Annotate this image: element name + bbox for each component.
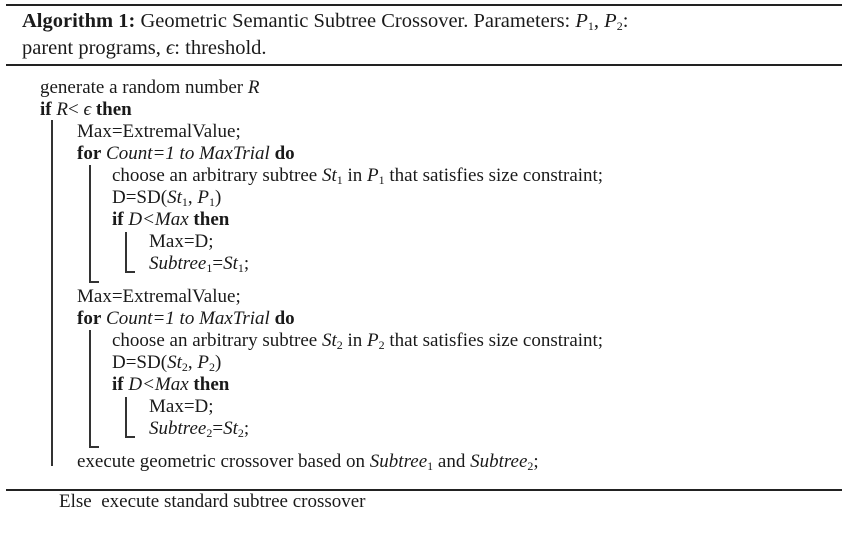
sub: 1 — [378, 173, 385, 187]
text: Max=ExtremalValue; — [77, 121, 241, 142]
if1-block-bar — [125, 232, 127, 272]
text: generate a random number — [40, 77, 248, 98]
colon: : — [622, 10, 629, 32]
param-p2-sub: 2 — [616, 19, 623, 33]
algo-line-1 — [40, 77, 259, 99]
sub: 1 — [237, 261, 244, 275]
sub: 1 — [208, 195, 215, 209]
text: ) — [214, 352, 222, 373]
algorithm-label: Algorithm 1: — [22, 10, 136, 32]
algo-line-14 — [112, 374, 229, 396]
sub: 2 — [181, 360, 188, 374]
kw-then: then — [193, 374, 230, 395]
kw-do: do — [274, 143, 295, 164]
algo-line-13 — [112, 352, 221, 374]
algo-line-10 — [77, 286, 241, 308]
algo-line-2 — [40, 99, 132, 121]
var-st: St — [223, 253, 238, 274]
text: in — [342, 165, 368, 186]
eq: = — [212, 418, 224, 439]
kw-do: do — [274, 308, 295, 329]
text: , — [187, 187, 198, 208]
if1-block-foot — [125, 271, 135, 273]
algorithm-title: Geometric Semantic Subtree Crossover. Parameters: — [140, 10, 571, 32]
text: ) — [214, 187, 222, 208]
semicolon: ; — [243, 253, 250, 274]
sub: 2 — [527, 459, 534, 473]
epsilon: ϵ — [83, 99, 92, 120]
caption-line2-a: parent programs, — [22, 37, 167, 59]
text: choose an arbitrary subtree — [112, 165, 322, 186]
kw-for: for — [77, 308, 102, 329]
if-block-bar — [51, 120, 53, 466]
mid-rule — [6, 64, 842, 66]
var-st: St — [167, 352, 182, 373]
algo-line-4 — [77, 143, 295, 165]
algo-line-7 — [112, 209, 229, 231]
text: Max=D; — [149, 396, 214, 417]
param-p2: P — [604, 10, 617, 32]
param-p1-sub: 1 — [587, 19, 594, 33]
semicolon: ; — [533, 451, 539, 472]
algo-line-8 — [149, 231, 214, 253]
var-st: St — [167, 187, 182, 208]
text: , — [187, 352, 198, 373]
for1-block-foot — [89, 281, 99, 283]
var-st: St — [223, 418, 238, 439]
var-subtree: Subtree — [149, 418, 207, 439]
text: that satisfies size constraint; — [384, 330, 604, 351]
for2-block-foot — [89, 446, 99, 448]
sub: 1 — [427, 459, 434, 473]
var-p: P — [197, 187, 209, 208]
algo-line-18 — [40, 469, 366, 535]
kw-if: if — [112, 209, 124, 230]
text: execute geometric crossover based on — [77, 451, 370, 472]
caption-line2-b: : threshold. — [174, 37, 267, 59]
var-subtree: Subtree — [149, 253, 207, 274]
var-p: P — [367, 165, 379, 186]
text: in — [342, 330, 368, 351]
text: Max=ExtremalValue; — [77, 286, 241, 307]
sub: 2 — [206, 426, 213, 440]
kw-then: then — [193, 209, 230, 230]
algo-line-15 — [149, 396, 214, 418]
var-p: P — [197, 352, 209, 373]
algo-line-3 — [77, 121, 241, 143]
loop-cond: Count=1 to MaxTrial — [106, 308, 270, 329]
if2-block-foot — [125, 436, 135, 438]
text: D=SD( — [112, 187, 168, 208]
algo-line-11 — [77, 308, 295, 330]
text: Max=D; — [149, 231, 214, 252]
sub: 2 — [378, 338, 385, 352]
algo-line-6 — [112, 187, 221, 209]
param-p1: P — [575, 10, 588, 32]
var-r: R — [56, 99, 68, 120]
kw-if: if — [112, 374, 124, 395]
if2-block-bar — [125, 397, 127, 437]
eq: = — [212, 253, 224, 274]
sub: 1 — [206, 261, 213, 275]
sub: 1 — [336, 173, 343, 187]
algo-line-12 — [112, 330, 603, 352]
sub: 2 — [336, 338, 343, 352]
algo-line-5 — [112, 165, 603, 187]
var-subtree: Subtree — [470, 451, 528, 472]
text: choose an arbitrary subtree — [112, 330, 322, 351]
top-rule — [6, 4, 842, 6]
kw-for: for — [77, 143, 102, 164]
text: D=SD( — [112, 352, 168, 373]
var-p: P — [367, 330, 379, 351]
kw-then: then — [95, 99, 132, 120]
for2-block-bar — [89, 330, 91, 447]
sub: 2 — [237, 426, 244, 440]
bottom-rule — [6, 489, 842, 491]
text: Else execute standard subtree crossover — [59, 491, 366, 512]
algorithm-caption — [22, 8, 837, 62]
cond: D<Max — [128, 209, 189, 230]
loop-cond: Count=1 to MaxTrial — [106, 143, 270, 164]
var-st: St — [321, 165, 337, 186]
text: and — [433, 451, 471, 472]
algo-line-16 — [149, 418, 249, 440]
var-st: St — [321, 330, 337, 351]
epsilon: ϵ — [166, 37, 175, 59]
sub: 2 — [208, 360, 215, 374]
kw-if: if — [40, 99, 52, 120]
for1-block-bar — [89, 165, 91, 282]
var-r: R — [247, 77, 260, 98]
var-subtree: Subtree — [369, 451, 428, 472]
cond: D<Max — [128, 374, 189, 395]
sep: , — [593, 10, 605, 32]
semicolon: ; — [243, 418, 250, 439]
sub: 1 — [181, 195, 188, 209]
text: that satisfies size constraint; — [384, 165, 604, 186]
algo-line-9 — [149, 253, 249, 275]
op-lt: < — [67, 99, 79, 120]
